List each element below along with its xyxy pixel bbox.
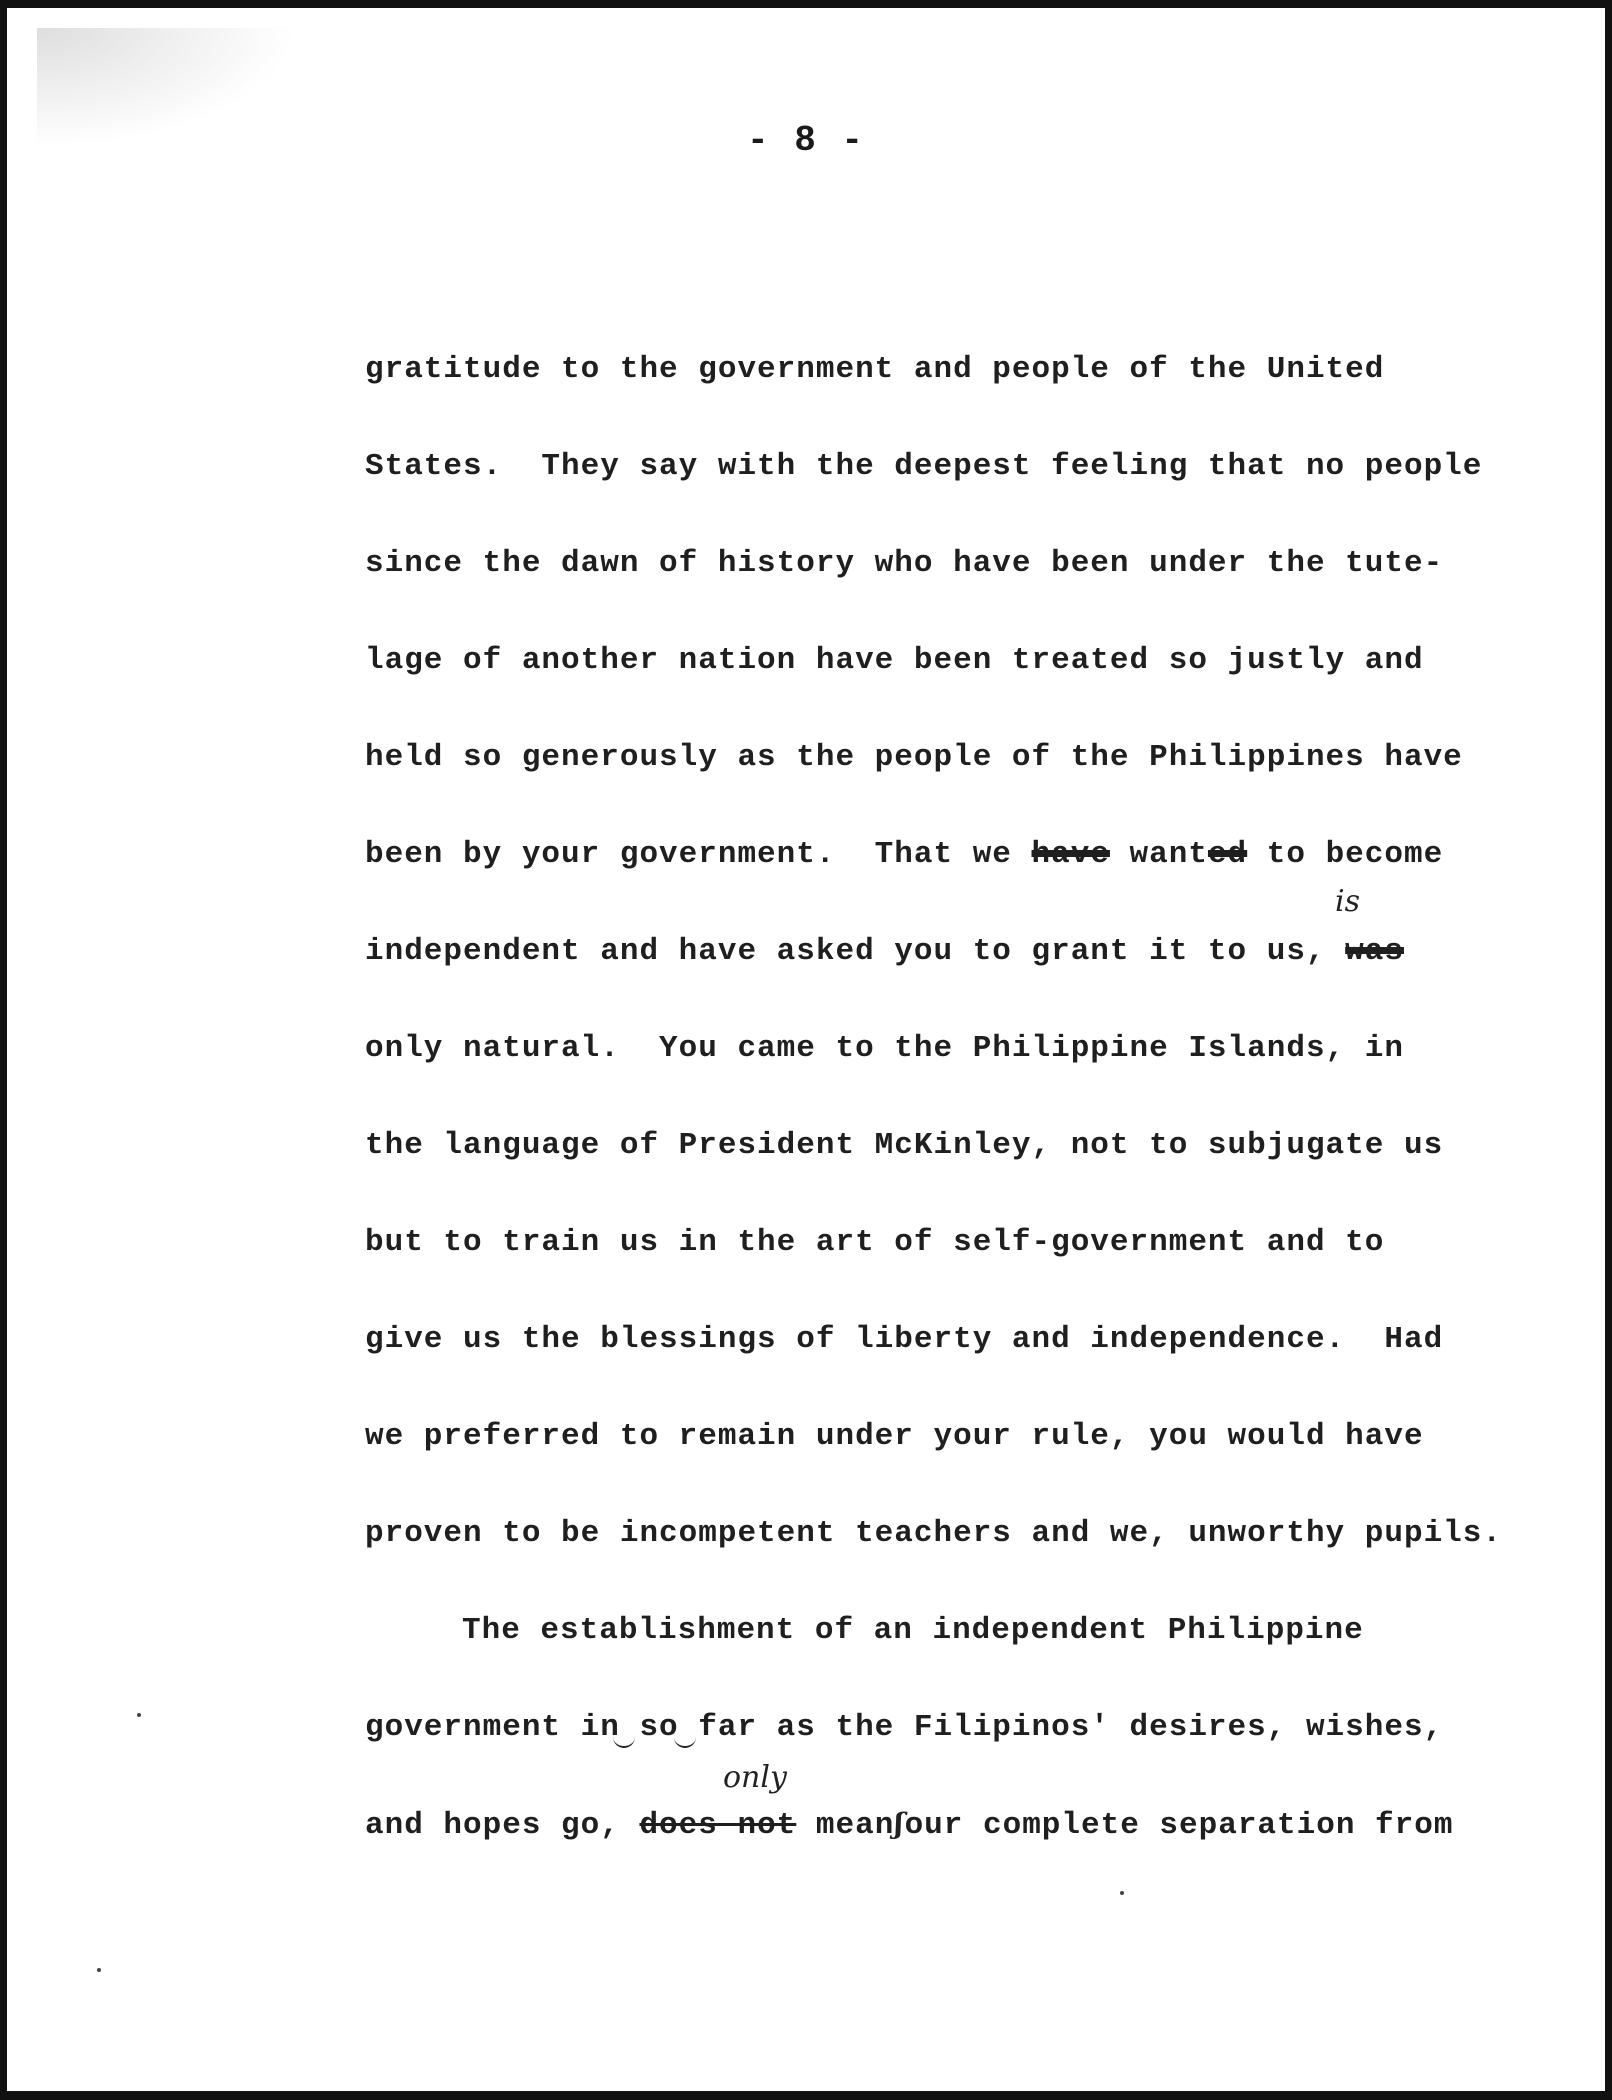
handwritten-mark-j: ʃ (894, 1807, 905, 1840)
line7-part-a: independent and have asked you to grant it to us, (365, 934, 1346, 969)
last-part-c: our complete separation from (904, 1808, 1454, 1843)
struck-have: have (1031, 837, 1110, 872)
last-part-a: and hopes go, (365, 1808, 640, 1843)
paragraph-2-line-1: The establishment of an independent Philippine (462, 1613, 1364, 1648)
text-line-6 (365, 837, 1443, 872)
text-line-10: but to train us in the art of self-government and to (365, 1225, 1385, 1260)
text-line-8: only natural. You came to the Philippine Islands, in (365, 1031, 1404, 1066)
text-line-2: States. They say with the deepest feeling that no people (365, 449, 1483, 484)
text-line-11: give us the blessings of liberty and independence. Had (365, 1322, 1444, 1357)
text-line-3: since the dawn of history who have been under the tute- (365, 546, 1444, 581)
handwritten-join-mark-1 (613, 1730, 635, 1748)
text-line-7 (365, 934, 1404, 969)
line6-part-c: to become (1247, 837, 1444, 872)
handwritten-insert-only: only (723, 1760, 787, 1795)
page-number: - 8 - (746, 120, 866, 161)
line6-part-a: been by your government. That we (365, 837, 1032, 872)
struck-does-not: does not (639, 1808, 797, 1843)
scan-speck (137, 1713, 141, 1717)
handwritten-insert-is: is (1335, 884, 1360, 919)
text-line-4: lage of another nation have been treated so justly and (365, 643, 1424, 678)
struck-ed: ed (1207, 837, 1248, 872)
text-line-13: proven to be incompetent teachers and we, unworthy pupils. (365, 1516, 1502, 1551)
text-line-12: we preferred to remain under your rule, you would have (365, 1419, 1424, 1454)
text-line-9: the language of President McKinley, not to subjugate us (365, 1128, 1444, 1163)
text-line-last (365, 1807, 1453, 1843)
handwritten-join-mark-2 (674, 1730, 696, 1748)
text-line-1: gratitude to the government and people of the United (365, 352, 1385, 387)
text-line-5: held so generously as the people of the Philippines have (365, 740, 1463, 775)
scan-speck (1120, 1891, 1124, 1895)
last-part-b: mean (796, 1808, 895, 1843)
struck-was: was (1345, 934, 1404, 969)
paragraph-2-line-2: government in so far as the Filipinos' desires, wishes, (365, 1710, 1444, 1745)
line6-part-b: want (1109, 837, 1208, 872)
scan-speck (97, 1968, 101, 1972)
